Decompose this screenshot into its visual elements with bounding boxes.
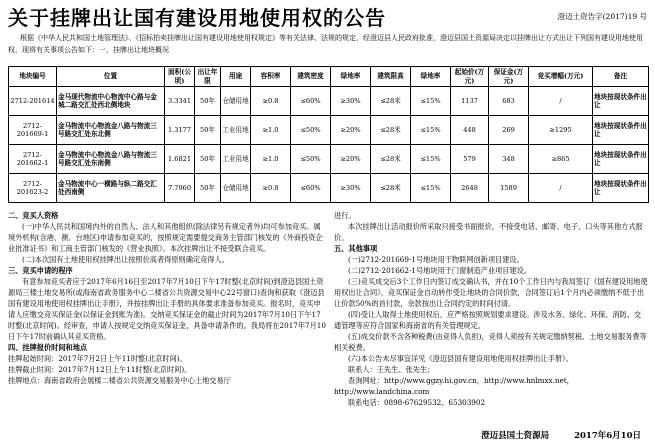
paragraph: (三)竞买成交后3个工作日内签订成交确认书，并在10个工作日内与我局签订《国有建设用地使用权出让合同》，竞买保证金自动转作受让地块的合同价款，合同签订后1个月内必须缴纳不低于出让价款50%的首付款，余款按出让合同约定的时间付清。: [334, 277, 648, 308]
table-header-row: [9, 67, 649, 87]
paragraph: 进行。: [334, 211, 356, 220]
parcel-density: ≤50%: [291, 145, 331, 174]
parcel-green: ≥30%: [331, 174, 371, 203]
paragraph: (五)成交价款不含各种税费(由竞得人负担)，竞得人须按有关规定缴纳契税、土地交易服务费等相关税费。: [334, 332, 647, 352]
parcel-note: 地块按现状条件出让: [593, 174, 649, 203]
parcel-increment: /: [529, 174, 593, 203]
parcel-location: 金马物流中心物流金八路与物流三号路交汇处东北侧: [57, 116, 165, 145]
parcel-green: ≥20%: [331, 116, 371, 145]
parcel-green2: ≤15%: [411, 87, 451, 116]
table-row: [9, 145, 649, 174]
parcel-use: 仓储用地: [221, 87, 251, 116]
parcel-height: ≤28米: [371, 87, 411, 116]
parcel-deposit: 1589: [489, 174, 529, 203]
paragraph: (二)本次国有土地使用权挂牌出让按照价高者得原则确定竞得人。: [22, 255, 229, 264]
parcel-increment: ≥865: [529, 145, 593, 174]
section-heading: 五、其他事项: [334, 244, 378, 253]
parcel-height: ≤28米: [371, 116, 411, 145]
website-links: 查询网址：http://www.ggzy.hi.gov.cn，http://www.hnlmxx.net，http://www.landchina.com: [334, 376, 574, 396]
parcel-id: 2712-201623-2: [9, 174, 57, 203]
paragraph: 有意参加竞买者应于2017年6月16日至2017年7月10日下午17时整(北京时间)到澄迈县国土资源局三楼土地交易所(或海南省政务服务中心二楼省公共资源交易中心22号窗口)查询和获取《澄迈县国有建设用地使用权挂牌出让手册》，并按挂牌出让手册的具体要求准备参加竞买。报名时，竞买申请人应缴交竞买保证金(以保证金到账为准)。交纳竞买保证金的截止时间为2017年7月10日下午17时整(北京时间)。经审查，申请人按规定交纳竞买保证金，具备申请条件的，我局将在2017年7月10日下午17时前确认其竞买资格。: [8, 277, 326, 341]
paragraph: (一)2712-201669-1号地块用于物联网创新项目建设。: [348, 255, 524, 264]
parcel-green2: ≤15%: [411, 145, 451, 174]
parcel-far: ≥1.0: [251, 116, 291, 145]
parcel-area: 7.7960: [165, 174, 195, 203]
parcel-note: 地块按现状条件出让: [593, 116, 649, 145]
header-cell: 建筑限高: [371, 67, 411, 87]
parcel-location: 金马现代物流中心物流中心路与金城二路交汇处西北侧地块: [57, 87, 165, 116]
parcel-green: ≥30%: [331, 87, 371, 116]
parcel-id: 2712-201662-1: [9, 145, 57, 174]
parcel-area: 1.3177: [165, 116, 195, 145]
parcel-area: 3.3341: [165, 87, 195, 116]
left-column: [8, 210, 326, 386]
parcel-density: ≤50%: [291, 116, 331, 145]
header-cell: 备注: [593, 67, 649, 87]
parcel-deposit: 269: [489, 116, 529, 145]
section-heading: 三、竞买申请的程序: [8, 266, 73, 275]
parcel-location: 金马物流中心物流金八路与物流三号路交汇处东南侧: [57, 145, 165, 174]
header-cell: 地块编号: [9, 67, 57, 87]
header-cell: 位置: [57, 67, 165, 87]
paragraph: (六)本公告未尽事宜详见《澄迈县国有建设用地使用权挂牌出让手册》。: [348, 354, 573, 363]
parcel-deposit: 348: [489, 145, 529, 174]
parcel-start-price: 1137: [451, 87, 489, 116]
parcel-green2: ≤15%: [411, 116, 451, 145]
header-cell: 绿地率: [411, 67, 451, 87]
parcel-green: ≥20%: [331, 145, 371, 174]
header-cell: 绿地率: [331, 67, 371, 87]
parcel-height: ≤28米: [371, 174, 411, 203]
parcel-far: ≥0.8: [251, 87, 291, 116]
parcel-start-price: 579: [451, 145, 489, 174]
table-row: [9, 116, 649, 145]
section-heading: 二、竞买人资格: [8, 211, 59, 220]
parcel-density: ≤60%: [291, 87, 331, 116]
parcel-increment: ≥1295: [529, 116, 593, 145]
header-cell: 面积(公顷): [165, 67, 195, 87]
header-cell: 竞买增幅(万元): [529, 67, 593, 87]
notice-title: 关于挂牌出让国有建设用地使用权的公告: [8, 6, 386, 30]
paragraph: 本次挂牌出让活动报价所采取只接受书面报价，不接受电话、邮寄、电子、口头等其他方式报价。: [334, 222, 643, 242]
header-cell: 保证金(万元): [489, 67, 529, 87]
right-column: [334, 210, 648, 408]
parcel-density: ≤60%: [291, 174, 331, 203]
issuer-name: 澄迈县国土资源局: [481, 431, 550, 441]
parcel-start-price: 2648: [451, 174, 489, 203]
parcel-far: ≥1.0: [251, 145, 291, 174]
parcel-note: 地块按现状条件出让: [593, 87, 649, 116]
header-cell: 出让年限: [195, 67, 221, 87]
parcel-id: 2712-201669-1: [9, 116, 57, 145]
table-row: [9, 174, 649, 203]
parcel-far: ≥0.8: [251, 174, 291, 203]
contact-person: 联系人：王先生、张先生；: [348, 365, 435, 374]
land-parcel-table: [8, 66, 649, 203]
section-heading: 四、挂牌报价时间和地点: [8, 343, 88, 352]
intro-paragraph: 根据《中华人民共和国土地管理法》、《招标拍卖挂牌出让国有建设用地使用权规定》等有关法律、法规的规定，经澄迈县人民政府批准，澄迈县国土资源局决定以挂牌出让方式出让下列国有建设用地使用权，现将有关事项公告如下：一、挂牌出让地块概况: [8, 34, 643, 54]
parcel-green2: ≤15%: [411, 174, 451, 203]
paragraph: 挂牌截止时间：2017年7月12日上午11时整(北京时间)。: [8, 365, 192, 374]
parcel-note: 地块按现状条件出让: [593, 145, 649, 174]
parcel-term: 50年: [195, 116, 221, 145]
parcel-increment: /: [529, 87, 593, 116]
parcel-deposit: 683: [489, 87, 529, 116]
parcel-term: 50年: [195, 145, 221, 174]
parcel-start-price: 448: [451, 116, 489, 145]
parcel-id: 2712-201614: [9, 87, 57, 116]
parcel-use: 工业用地: [221, 116, 251, 145]
header-cell: 用途: [221, 67, 251, 87]
parcel-use: 工业用地: [221, 145, 251, 174]
parcel-area: 1.6821: [165, 145, 195, 174]
table-row: [9, 87, 649, 116]
header-cell: 起始价(万元): [451, 67, 489, 87]
parcel-term: 50年: [195, 174, 221, 203]
parcel-height: ≤28米: [371, 145, 411, 174]
footer-signature: [459, 429, 641, 441]
parcel-term: 50年: [195, 87, 221, 116]
paragraph: 挂牌起始时间：2017年7月2日上午11时整(北京时间)。: [8, 354, 187, 363]
contact-phone: 联系电话：0898-67629532、65303902: [348, 398, 486, 407]
paragraph: 挂牌地点：海南省政府会展楼二楼省公共资源交易服务中心土地交易厅: [8, 376, 231, 385]
issue-date: 2017年6月10日: [574, 431, 641, 441]
header-cell: 容积率: [251, 67, 291, 87]
parcel-use: 仓储用地: [221, 174, 251, 203]
paragraph: (四)受让人取得土地使用权后，应严格按照规划要求建设。涉及水务、绿化、环保、消防、交通管理等应符合国家和海南省的有关管理规定。: [334, 310, 642, 330]
paragraph: (二)2712-201662-1号地块用于门窗制造产业项目建设。: [348, 266, 531, 275]
header-cell: 建筑密度: [291, 67, 331, 87]
parcel-location: 金马物流中心一横路与纵二路交汇处西南侧: [57, 174, 165, 203]
paragraph: (一)中华人民共和国境内外的自然人、法人和其他组织(除法律另有规定者外)均可参加竞买。属境外机构(含港、澳、台地区)申请参加竞买的，按照规定需要提交商务主管部门核发的《外商投资企业批准证书》和工商主管部门核发的《营业执照》。本次挂牌出让不接受联合竞买。: [8, 222, 323, 253]
document-number: 澄迈土资告字(2017)19 号: [557, 12, 647, 21]
